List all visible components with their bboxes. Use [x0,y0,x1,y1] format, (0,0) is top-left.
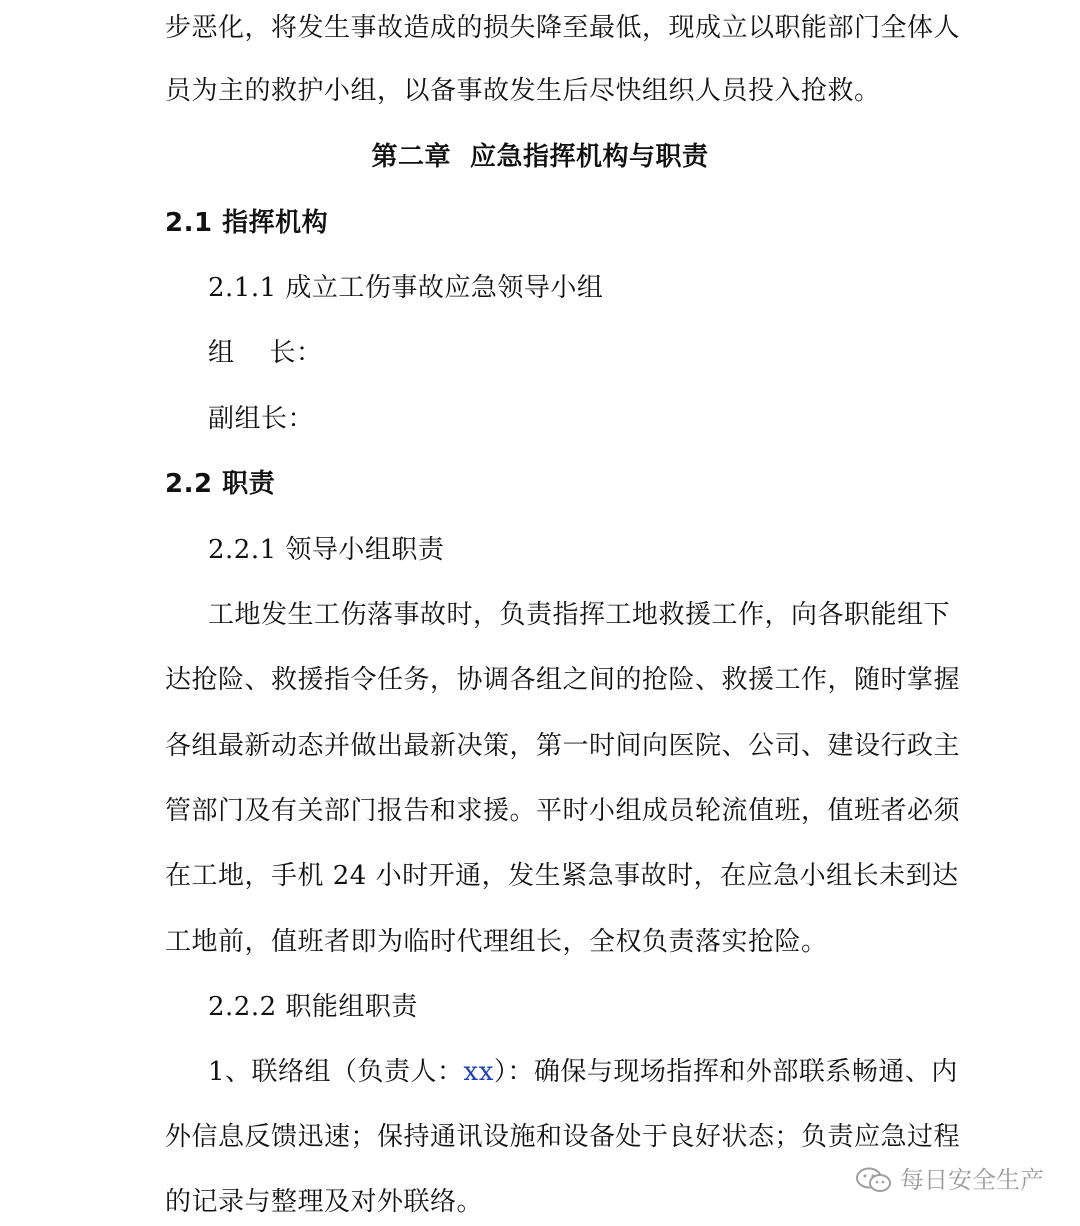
paragraph-line [208,1057,960,1087]
leader-label: 组 长： [208,338,323,368]
subsection-2-2-1: 2.2.1 领导小组职责 [208,535,445,565]
paragraph-line: 管部门及有关部门报告和求援。平时小组成员轮流值班，值班者必须 [165,796,961,826]
paragraph-line: 工地发生工伤落事故时，负责指挥工地救援工作，向各职能组下 [208,600,951,630]
paragraph-line: 各组最新动态并做出最新决策，第一时间向医院、公司、建设行政主 [165,731,961,761]
watermark [854,1165,1044,1195]
subsection-2-2-2: 2.2.2 职能组职责 [208,992,418,1022]
intro-line-1: 步恶化，将发生事故造成的损失降至最低，现成立以职能部门全体人 [165,13,961,43]
section-heading-2-2: 2.2 职责 [165,469,276,499]
deputy-leader-label: 副组长： [208,404,315,434]
wechat-icon [854,1165,894,1195]
chapter-title: 第二章 应急指挥机构与职责 [371,142,709,172]
paragraph-line: 的记录与整理及对外联络。 [165,1187,484,1217]
paragraph-line: 在工地，手机 24 小时开通，发生紧急事故时，在应急小组长未到达 [165,861,959,891]
intro-line-2: 员为主的救护小组，以备事故发生后尽快组织人员投入抢救。 [165,76,881,106]
subsection-2-1-1: 2.1.1 成立工伤事故应急领导小组 [208,273,604,303]
responsible-person-name: xx [463,1057,494,1087]
liaison-group-prefix: 1、联络组（负责人： [208,1057,464,1087]
paragraph-line: 达抢险、救援指令任务，协调各组之间的抢险、救援工作，随时掌握 [165,665,961,695]
section-heading-2-1: 2.1 指挥机构 [165,208,329,238]
paragraph-line: 工地前，值班者即为临时代理组长，全权负责落实抢险。 [165,927,828,957]
watermark-text: 每日安全生产 [900,1166,1044,1194]
liaison-group-suffix: ）：确保与现场指挥和外部联系畅通、内 [493,1057,958,1087]
paragraph-line: 外信息反馈迅速；保持通讯设施和设备处于良好状态；负责应急过程 [165,1122,961,1152]
